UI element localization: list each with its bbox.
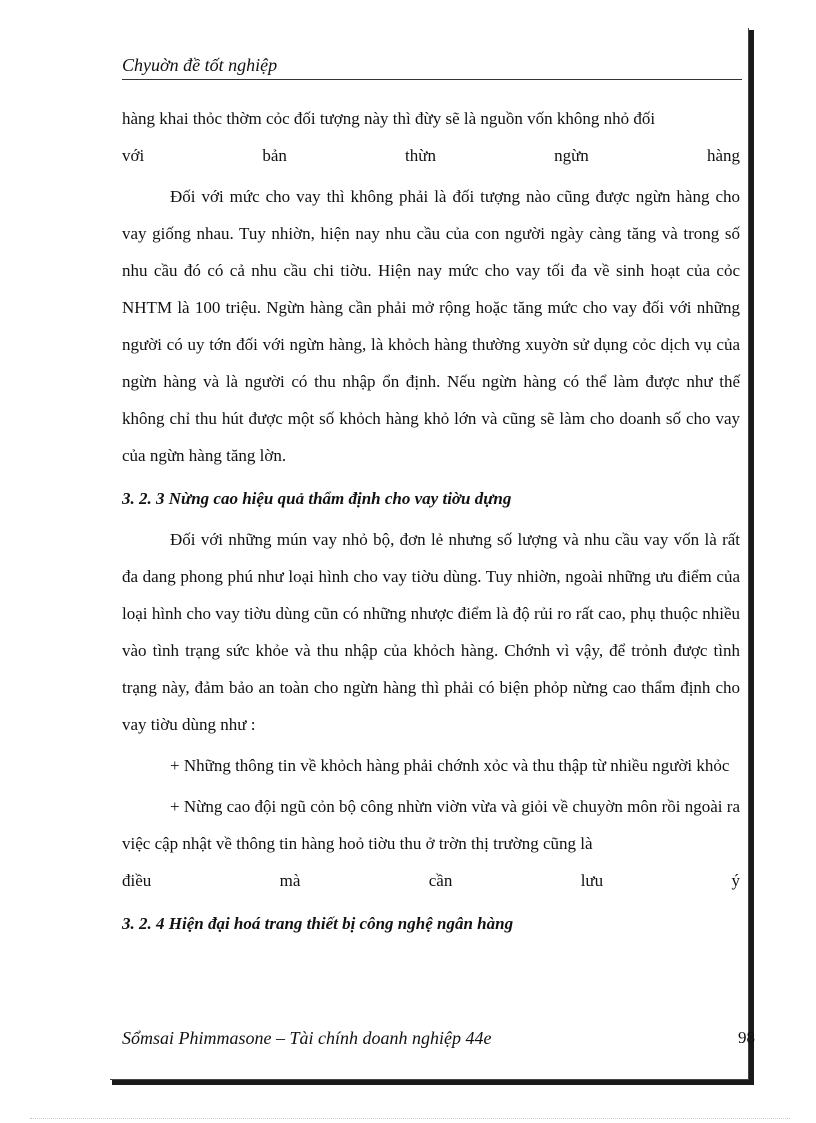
bullet-paragraph-2-last-line: điều mà cần lưu ý bbox=[122, 871, 740, 890]
bullet-paragraph-2: + Nừng cao đội ngũ cỏn bộ công nhừn viờn vừa và giỏi về chuyờn môn rồi ngoài ra việc cập nhật về thông tin hàng hoỏ tiờu thu ở trờn thị trường cũng là bbox=[122, 797, 740, 853]
page-number: 98 bbox=[738, 1028, 755, 1047]
running-header: Chyuờn đề tốt nghiệp bbox=[122, 55, 742, 80]
document-body bbox=[122, 100, 740, 946]
paragraph-1-last-line: với bản thừn ngừn hàng bbox=[122, 146, 740, 165]
paragraph-2: Đối với mức cho vay thì không phải là đối tượng nào cũng được ngừn hàng cho vay giống nhau. Tuy nhiờn, hiện nay nhu cầu của con người ngày càng tăng và trong số nhu cầu đó có cả nhu cầu chi tiờu. Hiện nay mức cho vay tối đa về sinh hoạt của cỏc NHTM là 100 triệu. Ngừn hàng cần phải mở rộng hoặc tăng mức cho vay đối với những người có uy tớn đối với ngừn hàng, là khỏch hàng thường xuyờn sử dụng cỏc dịch vụ của ngừn hàng và là người có thu nhập ổn định. Nếu ngừn hàng có thể làm được như thế không chỉ thu hút được một số khỏch hàng khỏ lớn và cũng sẽ làm cho doanh số cho vay của ngừn hàng tăng lờn. bbox=[122, 187, 740, 465]
paragraph-3: Đối với những mún vay nhỏ bộ, đơn lẻ nhưng số lượng và nhu cầu vay vốn là rất đa dang phong phú như loại hình cho vay tiờu dùng. Tuy nhiờn, ngoài những ưu điểm của loại hình cho vay tiờu dùng cũn có những nhược điểm là độ rủi ro rất cao, phụ thuộc nhiều vào tình trạng sức khỏe và thu nhập của khỏch hàng. Chớnh vì vậy, để trỏnh được tình trạng này, đảm bảo an toàn cho ngừn hàng thì phải có biện phỏp nừng cao thẩm định cho vay tiờu dùng như : bbox=[122, 530, 740, 734]
footer-author: Sổmsai Phimmasone – Tài chính doanh nghiệp 44e bbox=[122, 1028, 492, 1048]
bullet-paragraph-1: + Những thông tin về khỏch hàng phải chớnh xỏc và thu thập từ nhiều người khỏc bbox=[170, 756, 730, 775]
section-heading-3-2-4: 3. 2. 4 Hiện đại hoá trang thiết bị công nghệ ngân hàng bbox=[122, 914, 514, 933]
section-heading-3-2-3: 3. 2. 3 Nừng cao hiệu quả thẩm định cho vay tiờu dựng bbox=[122, 489, 512, 508]
paragraph-1: hàng khai thỏc thờm cỏc đối tượng này thì đừy sẽ là nguồn vốn không nhỏ đối bbox=[122, 109, 656, 128]
page-bottom-rule bbox=[30, 1118, 790, 1119]
